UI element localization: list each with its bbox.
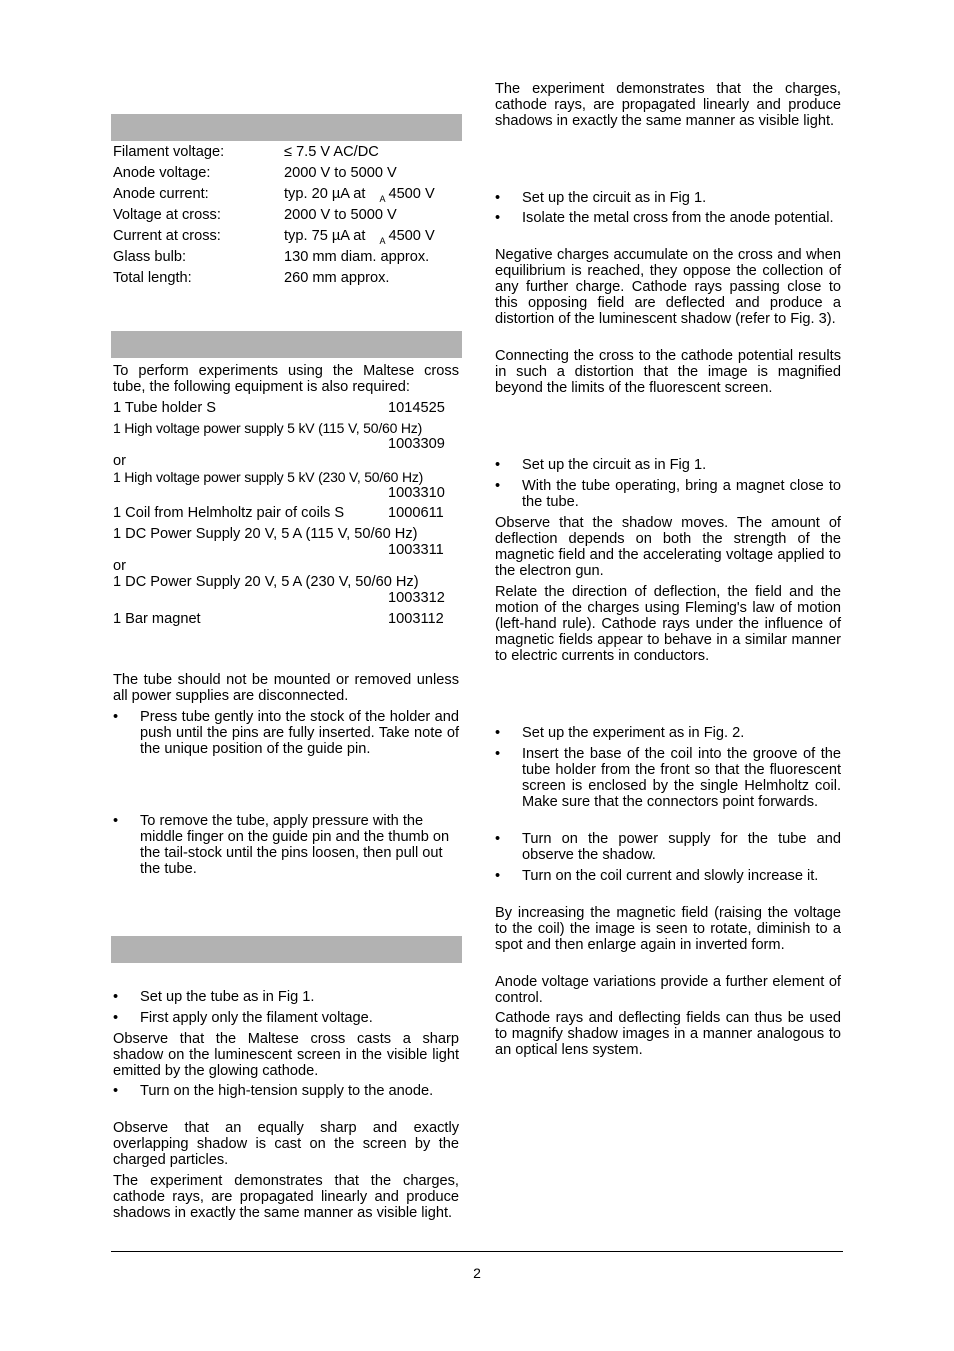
bullet-dot: • [495,478,501,494]
spec-value-prefix: typ. 20 µA at [284,186,366,202]
bullet-text: Press tube gently into the stock of the holder and push until the pins are fully inserted. Take note of the unique position of the guide pin. [140,709,459,757]
spec-label: Current at cross: [113,228,221,244]
exp1-observe-shadow: Observe that the Maltese cross casts a sharp shadow on the luminescent screen in the visible light emitted by the glowing cathode. [113,1031,459,1079]
exp4-anode-variations: Anode voltage variations provide a further element of control. [495,974,841,1006]
spec-value: 130 mm diam. approx. [284,249,430,265]
bullet-text: Set up the circuit as in Fig 1. [522,190,707,206]
bullet-dot: • [113,989,119,1005]
exp1-conclusion-part2 [495,81,841,145]
equipment-item-coil [113,505,462,521]
bullet-text: With the tube operating, bring a magnet close to the tube. [522,478,841,510]
spec-label: Anode current: [113,186,209,202]
equipment-name: 1 DC Power Supply 20 V, 5 A (115 V, 50/60 Hz) [113,526,418,542]
bullet-text: Isolate the metal cross from the anode potential. [522,210,834,226]
spec-label: Total length: [113,270,192,286]
bullet-dot: • [495,868,501,884]
spec-value-suffix: 4500 V [388,186,435,202]
section-header-bar-equipment [111,331,462,358]
spec-value: ≤ 7.5 V AC/DC [284,144,379,160]
spec-label: Glass bulb: [113,249,187,265]
equipment-item-hv-230 [113,469,462,485]
section-header-bar-experiment [111,936,462,963]
bullet-text: Turn on the high-tension supply to the anode. [140,1083,434,1099]
equipment-name: 1 Coil from Helmholtz pair of coils S [113,505,345,521]
bullet-dot: • [113,813,119,829]
equipment-intro: To perform experiments using the Maltese cross tube, the following equipment is also required: [113,363,459,395]
mounting-warning: The tube should not be mounted or removed unless all power supplies are disconnected. [113,672,459,704]
or-text: or [113,558,126,574]
page-number: 2 [473,1265,481,1281]
equipment-item-dc-230 [113,574,462,590]
equipment-name: 1 DC Power Supply 20 V, 5 A (230 V, 50/60 Hz) [113,574,419,590]
equipment-or [113,453,462,469]
equipment-number: 1003312 [388,590,445,606]
spec-row-voltage-at-cross [113,207,462,225]
bullet-dot: • [495,746,501,762]
exp3-shadow-moves: Observe that the shadow moves. The amount of deflection depends on both the strength of the magnetic field and the accelerating voltage applied to the electron gun. [495,515,841,579]
bullet-text: Set up the experiment as in Fig. 2. [522,725,745,741]
equipment-number: 1014525 [388,400,445,416]
bullet-dot: • [495,190,501,206]
exp4-conclusion: Cathode rays and deflecting fields can thus be used to magnify shadow images in a manner analogous to an optical lens system. [495,1010,841,1058]
equipment-number: 1003112 [388,611,444,627]
equipment-item-tube-holder [113,400,462,416]
spec-label: Voltage at cross: [113,207,221,223]
exp2-connect-cross: Connecting the cross to the cathode potential results in such a distortion that the image is magnified beyond the limits of the fluorescent screen. [495,348,841,396]
equipment-item-bar-magnet [113,611,462,627]
spec-row-total-length [113,270,462,288]
spec-label: Anode voltage: [113,165,211,181]
bullet-dot: • [113,709,119,725]
bullet-dot: • [495,210,501,226]
or-text: or [113,453,126,469]
spec-value: 2000 V to 5000 V [284,207,397,223]
exp1-conclusion-part1: The experiment demonstrates that the charges, cathode rays, are propagated linearly and produce shadows in exactly the same manner as visible light. [113,1173,459,1221]
bullet-text: To remove the tube, apply pressure with the middle finger on the guide pin and the thumb on the tail-stock until the pins loosen, then pull out the tube. [140,813,450,877]
exp1-conclusion-continued: The experiment demonstrates that the charges, cathode rays, are propagated linearly and produce shadows in exactly the same manner as visible light. [495,81,841,129]
bullet-text: Insert the base of the coil into the groove of the tube holder from the front so that the fluorescent screen is enclosed by the single Helmholtz coil. Make sure that the connectors point forwards. [522,746,841,810]
bullet-dot: • [495,725,501,741]
equipment-number: 1000611 [388,505,444,521]
bullet-text: Set up the circuit as in Fig 1. [522,457,707,473]
bullet-text: First apply only the filament voltage. [140,1010,373,1026]
spec-value: 2000 V to 5000 V [284,165,397,181]
bullet-text: Turn on the coil current and slowly increase it. [522,868,819,884]
exp2-negative-charges: Negative charges accumulate on the cross and when equilibrium is reached, they oppose the collection of any further charge. Cathode rays passing close to this opposing field are deflected and produce a distortion of the luminescent shadow (refer to Fig. 3). [495,247,841,327]
section-header-bar-technical-data [111,114,462,141]
spec-row-glass-bulb [113,249,462,267]
footer-rule [111,1251,843,1252]
bullet-dot: • [495,457,501,473]
equipment-name: 1 Bar magnet [113,611,201,627]
bullet-dot: • [495,831,501,847]
spec-value [284,228,435,245]
bullet-dot: • [113,1083,119,1099]
equipment-item-dc-115 [113,526,462,542]
spec-row-anode-current [113,186,462,204]
exp3-flemings-law: Relate the direction of deflection, the field and the motion of the charges using Fleming's law of motion (left-hand rule). Cathode rays under the influence of magnetic fields appear to behave in a similar manner to electric currents in conductors. [495,584,841,664]
bullet-dot: • [113,1010,119,1026]
bullet-text: Turn on the power supply for the tube and observe the shadow. [522,831,841,863]
equipment-name: 1 Tube holder S [113,400,217,416]
spec-label: Filament voltage: [113,144,225,160]
exp1-observe-overlap: Observe that an equally sharp and exactly overlapping shadow is cast on the screen by the charged particles. [113,1120,459,1168]
spec-value-suffix: 4500 V [388,228,435,244]
spec-row-filament-voltage [113,144,462,162]
equipment-name: 1 High voltage power supply 5 kV (230 V, 50/60 Hz) [113,469,424,485]
exp4-increase-field: By increasing the magnetic field (raising the voltage to the coil) the image is seen to rotate, diminish to a spot and then enlarge again in inverted form. [495,905,841,953]
spec-row-anode-voltage [113,165,462,183]
spec-value [284,186,435,203]
spec-row-current-at-cross [113,228,462,246]
bullet-text: Set up the tube as in Fig 1. [140,989,315,1005]
spec-value-prefix: typ. 75 µA at [284,228,366,244]
equipment-number: 1003309 [388,436,445,452]
equipment-name: 1 High voltage power supply 5 kV (115 V, 50/60 Hz) [113,420,423,436]
equipment-or [113,558,462,574]
spec-subscript: A [379,194,386,204]
spec-subscript: A [379,236,386,246]
equipment-number: 1003310 [388,485,445,501]
spec-value: 260 mm approx. [284,270,390,286]
equipment-number: 1003311 [388,542,444,558]
equipment-item-hv-115 [113,420,462,436]
